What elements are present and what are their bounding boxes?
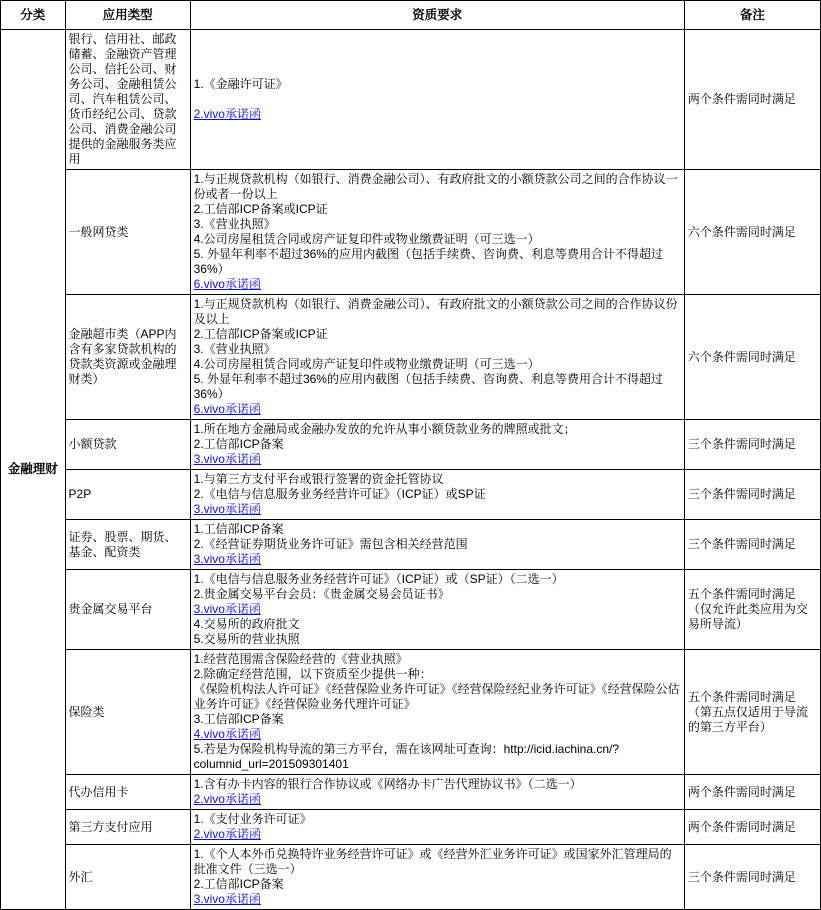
requirements-cell <box>190 570 684 650</box>
requirement-line: 3.《营业执照》 <box>193 342 276 356</box>
requirement-link[interactable]: 4.vivo承诺函 <box>193 727 261 741</box>
requirement-line: 5. 外显年利率不超过36%的应用内截图（包括手续费、咨询费、利息等费用合计不得超过36%） <box>193 247 663 276</box>
table-header-row <box>1 1 821 30</box>
app-type-cell: 银行、信用社、邮政储蓄、金融资产管理公司、信托公司、财务公司、金融租赁公司、汽车租赁公司、货币经纪公司、贷款公司、消费金融公司提供的金融服务类应用 <box>65 30 190 170</box>
app-type-cell: 保险类 <box>65 650 190 775</box>
table-row <box>1 650 821 775</box>
requirement-line: 4.公司房屋租赁合同或房产证复印件或物业缴费证明（可三选一） <box>193 357 540 371</box>
app-type-cell: 贵金属交易平台 <box>65 570 190 650</box>
requirements-cell <box>190 775 684 810</box>
app-type-cell: 外汇 <box>65 845 190 910</box>
table-row <box>1 470 821 520</box>
requirements-cell <box>190 650 684 775</box>
requirement-line: 1.与正规贷款机构（如银行、消费金融公司）、有政府批文的小额贷款公司之间的合作协议份及以上 <box>193 297 678 326</box>
requirements-cell <box>190 295 684 420</box>
requirement-link[interactable]: 6.vivo承诺函 <box>193 277 261 291</box>
app-type-cell: 一般网贷类 <box>65 170 190 295</box>
category-cell: 金融理财 <box>1 30 66 910</box>
note-cell: 两个条件需同时满足 <box>684 30 820 170</box>
note-cell: 五个条件需同时满足（第五点仅适用于导流的第三方平台） <box>684 650 820 775</box>
requirement-line: 2.工信部ICP备案 <box>193 877 284 891</box>
header-app-type: 应用类型 <box>65 1 190 30</box>
requirement-line: 1.《支付业务许可证》 <box>193 812 312 826</box>
note-cell: 六个条件需同时满足 <box>684 170 820 295</box>
requirement-link[interactable]: 2.vivo承诺函 <box>193 792 261 806</box>
requirement-line: 3.《营业执照》 <box>193 217 276 231</box>
requirements-cell <box>190 845 684 910</box>
table-row <box>1 570 821 650</box>
requirement-link[interactable]: 3.vivo承诺函 <box>193 552 261 566</box>
requirement-line: 1.《金融许可证》 <box>193 77 288 91</box>
table-row <box>1 30 821 170</box>
requirement-link[interactable]: 3.vivo承诺函 <box>193 892 261 906</box>
requirements-cell <box>190 170 684 295</box>
requirement-line: 1.工信部ICP备案 <box>193 522 284 536</box>
requirements-cell <box>190 470 684 520</box>
table-row <box>1 520 821 570</box>
requirements-cell <box>190 810 684 845</box>
note-cell: 两个条件需同时满足 <box>684 775 820 810</box>
requirement-line: 4.公司房屋租赁合同或房产证复印件或物业缴费证明（可三选一） <box>193 232 540 246</box>
requirement-link[interactable]: 3.vivo承诺函 <box>193 502 261 516</box>
requirement-line: 2.工信部ICP备案或ICP证 <box>193 327 328 341</box>
requirement-line: 1.经营范围需含保险经营的《营业执照》 <box>193 652 408 666</box>
requirements-cell <box>190 30 684 170</box>
note-cell: 三个条件需同时满足 <box>684 420 820 470</box>
requirement-line: 2.贵金属交易平台会员：《贵金属交易会员证书》 <box>193 587 450 601</box>
app-type-cell: 代办信用卡 <box>65 775 190 810</box>
requirement-line: 1.《个人本外币兑换特许业务经营许可证》或《经营外汇业务许可证》或国家外汇管理局的批准文件（三选一） <box>193 847 672 876</box>
table-body <box>1 30 821 910</box>
requirement-line: 5.若是为保险机构导流的第三方平台，需在该网址可查询：http://icid.iachina.cn/?columnid_url=201509301401 <box>193 742 620 771</box>
app-type-cell: 第三方支付应用 <box>65 810 190 845</box>
note-cell: 两个条件需同时满足 <box>684 810 820 845</box>
note-cell: 六个条件需同时满足 <box>684 295 820 420</box>
requirement-line: 2.《经营证券期货业务许可证》需包含相关经营范围 <box>193 537 468 551</box>
note-cell: 五个条件需同时满足（仅允许此类应用为交易所导流） <box>684 570 820 650</box>
note-cell: 三个条件需同时满足 <box>684 520 820 570</box>
table-row <box>1 420 821 470</box>
note-cell: 三个条件需同时满足 <box>684 470 820 520</box>
requirements-cell <box>190 520 684 570</box>
requirement-line: 1.含有办卡内容的银行合作协议或《网络办卡广告代理协议书》（二选一） <box>193 777 582 791</box>
requirement-line: 5.交易所的营业执照 <box>193 632 300 646</box>
requirement-link[interactable]: 6.vivo承诺函 <box>193 402 261 416</box>
table-row <box>1 170 821 295</box>
table-row <box>1 775 821 810</box>
requirement-line: 1.所在地方金融局或金融办发放的允许从事小额贷款业务的牌照或批文； <box>193 422 576 436</box>
requirement-line: 2.工信部ICP备案 <box>193 437 284 451</box>
requirement-line: 《保险机构法人许可证》《经营保险业务许可证》《经营保险经纪业务许可证》《经营保险公估业务许可证》《经营保险业务代理许可证》 <box>193 682 680 711</box>
app-type-cell: 证券、股票、期货、基金、配资类 <box>65 520 190 570</box>
header-note: 备注 <box>684 1 820 30</box>
app-type-cell: P2P <box>65 470 190 520</box>
table-row <box>1 845 821 910</box>
requirement-link[interactable]: 2.vivo承诺函 <box>193 827 261 841</box>
header-requirements: 资质要求 <box>190 1 684 30</box>
requirements-cell <box>190 420 684 470</box>
requirement-line: 3.工信部ICP备案 <box>193 712 284 726</box>
requirement-line: 1.与第三方支付平台或银行签署的资金托管协议 <box>193 472 444 486</box>
requirement-line: 2.工信部ICP备案或ICP证 <box>193 202 328 216</box>
requirement-line: 2.《电信与信息服务业务经营许可证》（ICP证）或SP证 <box>193 487 486 501</box>
app-type-cell: 金融超市类（APP内含有多家贷款机构的贷款类资源或金融理财类） <box>65 295 190 420</box>
requirement-line: 2.除确定经营范围，以下资质至少提供一种： <box>193 667 432 681</box>
requirement-line: 1.与正规贷款机构（如银行、消费金融公司）、有政府批文的小额贷款公司之间的合作协议一份或者一份以上 <box>193 172 678 201</box>
requirement-link[interactable]: 2.vivo承诺函 <box>193 107 261 121</box>
header-category: 分类 <box>1 1 66 30</box>
requirement-line: 4.交易所的政府批文 <box>193 617 300 631</box>
table-row <box>1 810 821 845</box>
app-type-cell: 小额贷款 <box>65 420 190 470</box>
requirement-line: 5. 外显年利率不超过36%的应用内截图（包括手续费、咨询费、利息等费用合计不得超过36%） <box>193 372 663 401</box>
table-row <box>1 295 821 420</box>
requirement-link[interactable]: 3.vivo承诺函 <box>193 602 261 616</box>
requirement-line: 1.《电信与信息服务业务经营许可证》（ICP证）或（SP证）（二选一） <box>193 572 564 586</box>
requirement-link[interactable]: 3.vivo承诺函 <box>193 452 261 466</box>
requirement-line <box>194 92 681 107</box>
note-cell: 三个条件需同时满足 <box>684 845 820 910</box>
